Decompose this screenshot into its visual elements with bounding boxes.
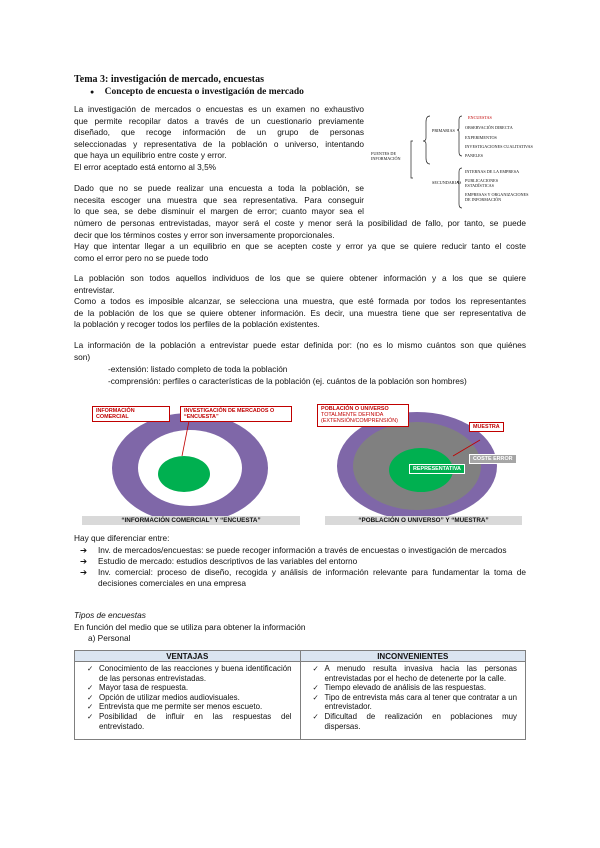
sources-diagram <box>368 108 538 213</box>
para-line: necesita escoger una muestra que sea representativa. Para conseguir <box>74 194 364 205</box>
header-ventajas: VENTAJAS <box>75 651 301 662</box>
check-icon: ✓ <box>87 692 94 702</box>
inconveniente-item <box>309 693 518 712</box>
sample-paragraph-bottom <box>74 218 526 264</box>
label-poblacion-universo <box>317 404 409 427</box>
distinguish-text: Estudio de mercado: estudios descriptivos de las variables del entorno <box>98 555 358 566</box>
label-muestra: MUESTRA <box>469 422 504 432</box>
label-investigacion-mercados: INVESTIGACIÓN DE MERCADOS O “ENCUESTA” <box>180 406 292 422</box>
figure-poblacion-muestra <box>321 398 522 526</box>
diagram-item: EXPERIMENTOS <box>465 135 497 140</box>
inconveniente-text: Tiempo elevado de análisis de las respuestas. <box>324 683 487 693</box>
check-icon: ✓ <box>87 711 94 721</box>
ventaja-item <box>83 693 292 703</box>
ventaja-item <box>83 683 292 693</box>
arrow-icon: ➔ <box>80 567 88 578</box>
para-line: La población son todos aquellos individuos de los que se quiere obtener información y a los que se quiere <box>74 273 526 283</box>
label-poblacion-sub: TOTALMENTE DEFINIDA (EXTENSIÓN/COMPRENSIÓN) <box>321 412 398 425</box>
label-poblacion-title: POBLACIÓN O UNIVERSO <box>321 406 389 412</box>
check-icon: ✓ <box>312 692 319 702</box>
diagram-item: EMPRESAS Y ORGANIZACIONES DE INFORMACIÓN <box>465 192 529 202</box>
distinguish-text: Inv. de mercados/encuestas: se puede recoger información a través de encuestas o investigación de mercados <box>98 544 507 555</box>
para-line: la población y recoger todos los perfiles de la población existentes. <box>74 319 320 329</box>
distinguish-text: Inv. comercial: proceso de diseño, recogida y análisis de información relevante para fundamentar la toma de decisiones comerciales en una empresa <box>98 567 526 589</box>
inconveniente-text: Tipo de entrevista más cara al tener que contratar a un entrevistador. <box>324 692 517 712</box>
ventaja-text: Entrevista que me permite ser menos escueto. <box>99 702 263 712</box>
types-title: Tipos de encuestas <box>74 610 146 620</box>
inconveniente-item <box>309 664 518 683</box>
label-coste-error: COSTE ERROR <box>469 454 517 464</box>
types-intro: En función del medio que se utiliza para obtener la información <box>74 621 306 632</box>
ventaja-text: Opción de utilizar medios audiovisuales. <box>99 692 240 702</box>
types-section <box>74 610 526 645</box>
para-line: número de personas entrevistadas, mayor será el coste y menor será la posibilidad de fallo, por tanto, se puede <box>74 218 526 228</box>
figure-right-caption: “POBLACIÓN O UNIVERSO” Y “MUESTRA” <box>358 517 489 524</box>
bullet-dot: ● <box>90 88 95 96</box>
distinguish-item <box>74 567 526 590</box>
para-line: como el error pero no se puede todo <box>74 252 209 263</box>
inconveniente-item <box>309 683 518 693</box>
para-line: Como a todos es imposible alcanzar, se selecciona una muestra, que esté formada por todos los representantes <box>74 296 526 306</box>
para-line: son) <box>74 351 91 362</box>
error-line: El error aceptado está entorno al 3,5% <box>74 161 217 172</box>
ventaja-text: Posibilidad de influir en las respuestas del entrevistado. <box>99 711 292 731</box>
inconveniente-text: Dificultad de realización en poblaciones muy dispersas. <box>324 711 517 731</box>
diagram-branch-secundarias: SECUNDARIAS <box>432 180 462 185</box>
distinguish-intro: Hay que diferenciar entre: <box>74 533 170 543</box>
para-line: entrevistar. <box>74 284 115 295</box>
intro-paragraph <box>74 104 364 173</box>
figure-informacion-comercial <box>80 398 302 526</box>
para-line: de la población de los que se quiere obtener información. Es decir, una muestra tiene que ser representativa de <box>74 307 526 318</box>
figure-left-caption: “INFORMACIÓN COMERCIAL” Y “ENCUESTA” <box>121 517 261 524</box>
definition-extension: -extensión: listado completo de toda la población <box>108 364 288 374</box>
inconveniente-item <box>309 712 518 731</box>
subtitle-text: Concepto de encuesta o investigación de mercado <box>104 87 304 97</box>
intro-line: La investigación de mercados o encuestas es un examen no exhaustivo <box>74 104 364 114</box>
arrow-icon: ➔ <box>80 555 88 566</box>
distinguish-item <box>74 545 526 556</box>
inconveniente-text: A menudo resulta invasiva hacia las personas entrevistadas por el hecho de detenerte por la calle. <box>324 664 517 683</box>
intro-line: seleccionadas y representativa de la población o universo, intentando <box>74 138 364 149</box>
diagram-root-label: FUENTES DE INFORMACIÓN <box>371 151 401 161</box>
ventaja-item <box>83 664 292 683</box>
para-line: Dado que no se puede realizar una encuesta a toda la población, se <box>74 183 364 193</box>
intro-line: que haya un equilibrio entre coste y error. <box>74 150 227 160</box>
label-informacion-comercial: INFORMACIÓN COMERCIAL <box>92 406 170 422</box>
sample-paragraph-top <box>74 183 364 218</box>
check-icon: ✓ <box>87 683 94 693</box>
check-icon: ✓ <box>312 683 319 693</box>
intro-line: diseñado, que recoge información de un grupo de personas <box>74 127 364 137</box>
section-subtitle <box>90 87 304 97</box>
check-icon: ✓ <box>312 664 319 673</box>
distinguish-item <box>74 556 526 567</box>
definition-comprension: -comprensión: perfiles o características de la población (ej. cuántos de la población son hombres) <box>108 375 467 386</box>
page-title: Tema 3: investigación de mercado, encuestas <box>74 74 264 85</box>
ventaja-text: Conocimiento de las reacciones y buena identificación de las personas entrevistadas. <box>99 664 292 683</box>
para-line: lo que sea, se debe disminuir el margen de error; cuanto mayor sea el <box>74 206 364 216</box>
ventaja-item <box>83 712 292 731</box>
intro-line: que permite recopilar datos a través de un cuestionario previamente <box>74 115 364 126</box>
ventaja-text: Mayor tasa de respuesta. <box>99 683 189 693</box>
para-line: Hay que intentar llegar a un equilibrio en que se acepten coste y error ya que se quiere reducir tanto el coste <box>74 241 526 251</box>
check-icon: ✓ <box>87 702 94 712</box>
check-icon: ✓ <box>87 664 94 673</box>
diagram-item: PANELES <box>465 153 483 158</box>
definitions-list <box>108 364 528 387</box>
diagram-branch-primarias: PRIMARIAS <box>432 128 455 133</box>
diagram-item: INVESTIGACIONES CUALITATIVAS <box>465 144 533 149</box>
information-paragraph <box>74 340 526 363</box>
diagram-item: INTERNAS DE LA EMPRESA <box>465 169 520 174</box>
para-line: decir que los términos costes y error son inversamente proporcionales. <box>74 229 335 240</box>
types-item-personal: a) Personal <box>88 633 131 643</box>
advantages-table <box>74 650 526 740</box>
ventaja-item <box>83 702 292 712</box>
ventajas-cell <box>75 662 301 740</box>
para-line: La información de la población a entrevistar puede estar definida por: (no es lo mismo cuántos son que quiénes <box>74 340 526 350</box>
header-inconvenientes: INCONVENIENTES <box>300 651 526 662</box>
distinguish-section <box>74 533 526 590</box>
label-representativa: REPRESENTATIVA <box>409 464 465 474</box>
check-icon: ✓ <box>312 711 319 721</box>
diagram-item: OBSERVACIÓN DIRECTA <box>465 125 513 130</box>
diagram-item: ENCUESTAS <box>468 115 492 120</box>
arrow-icon: ➔ <box>80 544 88 555</box>
population-paragraph <box>74 273 526 331</box>
diagram-item: PUBLICACIONES ESTADÍSTICAS <box>465 178 499 188</box>
inconvenientes-cell <box>300 662 526 740</box>
